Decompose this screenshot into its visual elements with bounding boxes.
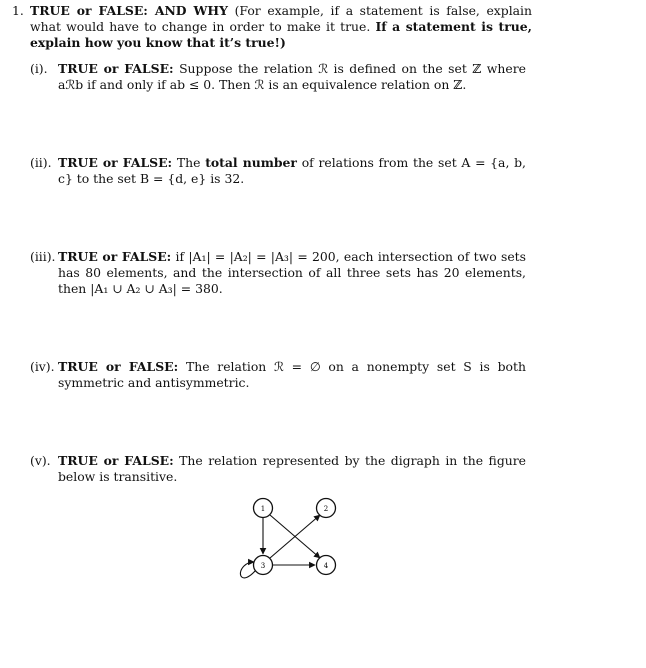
node-label-2: 2 xyxy=(323,505,329,513)
item-text: if |A₁| = |A₂| = |A₃| = 200, each intersection of two sets has 80 elements, and the intersection of all three sets has 20 elements, then |A₁ ∪ A₂ ∪ A₃| = 380. xyxy=(58,249,526,296)
item-lead: TRUE or FALSE: xyxy=(58,155,173,170)
item-iv xyxy=(30,359,526,391)
item-lead: TRUE or FALSE: xyxy=(58,61,174,76)
digraph-figure xyxy=(236,490,346,590)
item-text-pre: The xyxy=(176,155,201,170)
item-text-post: of relations from the set A = {a, b, c} to the set B = {d, e} is 32. xyxy=(58,155,526,186)
node-3 xyxy=(254,556,273,575)
node-label-3: 3 xyxy=(260,562,266,570)
item-v xyxy=(30,453,526,485)
item-label: (iv). xyxy=(30,359,55,374)
node-2 xyxy=(317,499,336,518)
question-heading: TRUE or FALSE: AND WHY xyxy=(30,3,228,18)
node-1 xyxy=(254,499,273,518)
item-iii xyxy=(30,249,526,297)
item-i xyxy=(30,61,526,93)
item-lead: TRUE or FALSE: xyxy=(58,359,179,374)
item-text: The relation ℛ = ∅ on a nonempty set S is both symmetric and antisymmetric. xyxy=(58,359,526,390)
question-instructions: (For example, if a statement is false, explain what would have to change in order to make it true. xyxy=(30,3,532,34)
item-text: The relation represented by the digraph in the figure below is transitive. xyxy=(58,453,526,484)
question-instructions-bold: If a statement is true, explain how you know that it’s true!) xyxy=(30,19,532,50)
node-label-4: 4 xyxy=(323,562,329,570)
question-1 xyxy=(12,3,532,51)
item-lead: TRUE or FALSE: xyxy=(58,453,174,468)
item-ii xyxy=(30,155,526,187)
item-text: Suppose the relation ℛ is defined on the set ℤ where aℛb if and only if ab ≤ 0. Then ℛ is an equivalence relation on ℤ. xyxy=(58,61,526,92)
item-label: (iii). xyxy=(30,249,56,264)
node-4 xyxy=(317,556,336,575)
item-lead: TRUE or FALSE: xyxy=(58,249,172,264)
item-label: (i). xyxy=(30,61,48,76)
item-label: (v). xyxy=(30,453,51,468)
question-number: 1. xyxy=(12,3,24,18)
node-label-1: 1 xyxy=(260,505,266,513)
item-text-bold: total number xyxy=(205,155,297,170)
item-label: (ii). xyxy=(30,155,52,170)
